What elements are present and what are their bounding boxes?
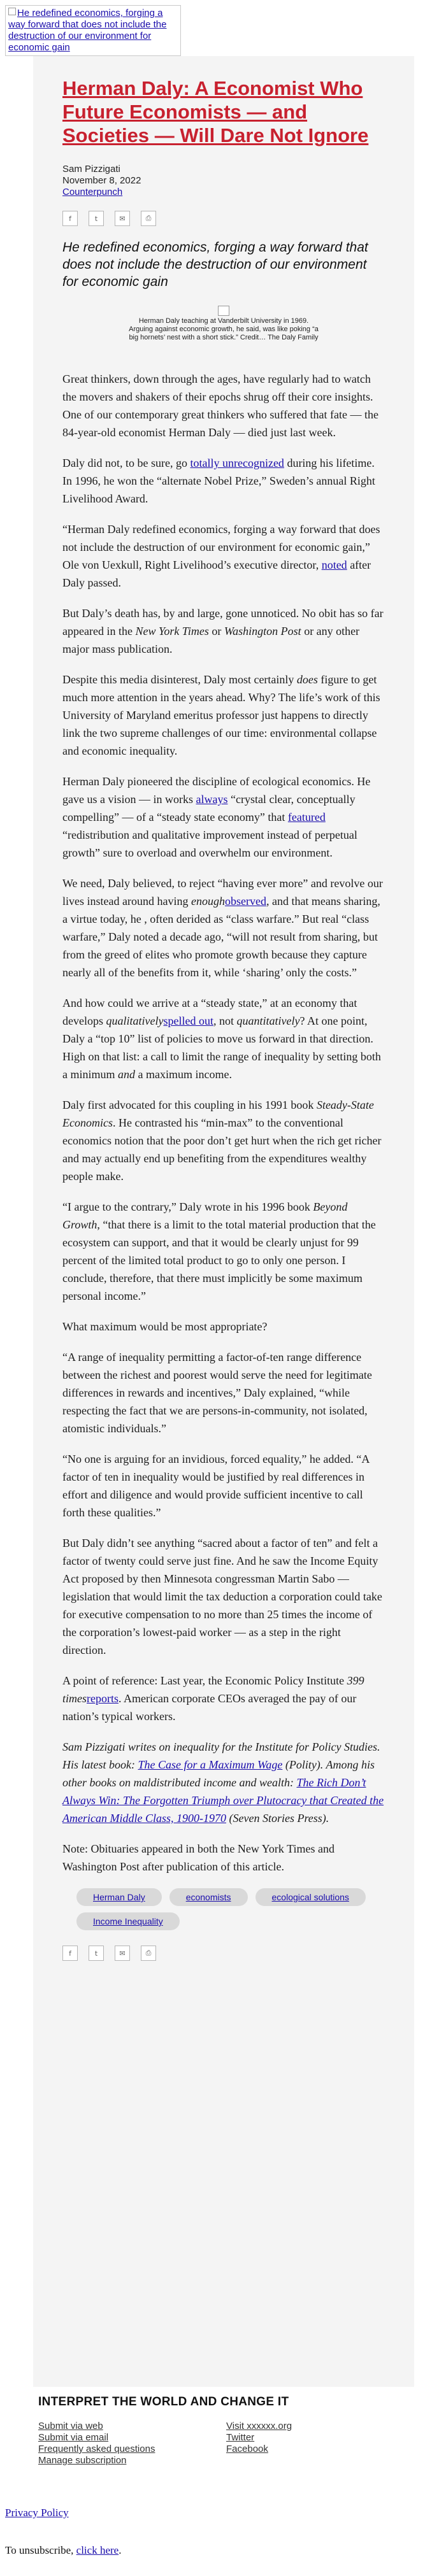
article-paragraph <box>62 1534 385 1659</box>
paragraph-text: after Daly passed. <box>62 559 371 589</box>
paragraph-text: , not <box>213 1014 237 1027</box>
share-icons-top <box>62 211 385 226</box>
source-link[interactable]: Counterpunch <box>62 187 123 197</box>
paragraph-text: , “that there is a limit to the total material production that the ecosystem can support, and that it would be clearly unjust for 99 percent of the limited total product to go to only one person. I conclude, therefore, that there must implicitly be some maximum personal income.” <box>62 1218 376 1302</box>
photo-caption: Herman Daly teaching at Vanderbilt University in 1969. Arguing against economic growth, he said, was like poking “a big hornets’ nest with a short stick.” Credit… The Daly Family <box>129 317 319 341</box>
unsubscribe-end: . <box>119 2544 122 2556</box>
inline-link[interactable]: observed <box>224 895 266 907</box>
footer-link[interactable]: Manage subscription <box>38 2455 127 2466</box>
inline-link[interactable]: reports <box>87 1692 119 1705</box>
paragraph-text: “crystal clear, conceptually compelling” — of a “steady state economy” that <box>62 793 356 823</box>
paragraph-text: Daly first advocated for this coupling in his 1991 book <box>62 1099 317 1111</box>
paragraph-text: “A range of inequality permitting a factor-of-ten range difference between the richest and poorest would serve the need for legitimate differences in rewards and incentives,” Daly explained, “while respecting the fact that we are persons-in-community, not isolated, atomistic individuals.” <box>62 1351 372 1435</box>
footer-link[interactable]: Submit via web <box>38 2421 103 2431</box>
paragraph-text: But Daly’s death has, by and large, gone unnoticed. No obit has so far appeared in the <box>62 607 384 637</box>
paragraph-text: a “top 10” list of policies to move us forward in that direction. High on that list: a call to limit the range of inequality by setting both a minimum <box>62 1032 381 1081</box>
emphasis-text: enough <box>191 895 225 907</box>
paragraph-text: We need, Daly believed, to reject “having ever more” and revolve our lives instead around having <box>62 877 383 907</box>
emphasis-text: quantitatively <box>236 1014 300 1027</box>
paragraph-text: “No one is arguing for an invidious, forced equality,” he added. “A factor of ten in inequality would be justified by real differences in effort and diligence and would provide sufficient incentive to call forth these qualities.” <box>62 1453 370 1519</box>
paragraph-text: (Seven Stories Press). <box>226 1812 329 1825</box>
article-paragraph <box>62 772 385 862</box>
facebook-icon[interactable]: f <box>62 1946 78 1961</box>
paragraph-text: And how could we arrive at a “steady state,” at an economy that develops <box>62 997 357 1027</box>
footer-link[interactable]: Frequently asked questions <box>38 2444 155 2454</box>
paragraph-text: Sam Pizzigati writes on inequality for the Institute for Policy Studies. His latest book: <box>62 1740 380 1771</box>
paragraph-text: or any other major mass publication. <box>62 625 360 655</box>
tag-pill[interactable]: economists <box>169 1888 248 1906</box>
article-paragraph <box>62 1348 385 1437</box>
inline-link[interactable]: The Rich Don’t Always Win: The Forgotten Triumph over Plutocracy that Created the American Middle Class, 1900-1970 <box>62 1776 384 1825</box>
paragraph-text: , and that means sharing, a virtue today, he <box>62 895 380 925</box>
paragraph-text: the pay of our nation’s typical workers. <box>62 1692 357 1723</box>
article-dek: He redefined economics, forging a way forward that does not include the destruction of our environment for economic gain <box>62 240 368 289</box>
tag-list <box>62 1888 385 1930</box>
footer-link[interactable]: Visit xxxxxx.org <box>226 2421 292 2431</box>
article-paragraph <box>62 874 385 981</box>
broken-image-icon <box>218 306 229 316</box>
print-icon[interactable]: ⎙ <box>141 211 156 226</box>
paragraph-text: A point of reference: Last year, the Economic Policy Institute <box>62 1674 347 1687</box>
paragraph-text: What maximum would be most appropriate? <box>62 1320 268 1333</box>
newsletter-footer <box>33 2395 414 2466</box>
broken-image-icon <box>8 8 16 15</box>
paragraph-text: Note: Obituaries appeared in both the New York Times and Washington Post after publication of this article. <box>62 1842 334 1873</box>
footer-links-right <box>226 2421 414 2466</box>
paragraph-text: “redistribution and qualitative improvement instead of perpetual growth” sure to overload and overwhelm our environment. <box>62 829 357 859</box>
unsubscribe-text: To unsubscribe, <box>5 2544 76 2556</box>
article-paragraph <box>62 520 385 592</box>
inline-link[interactable]: always <box>196 793 228 806</box>
article-paragraph <box>62 454 385 508</box>
paragraph-text: . American corporate CEOs averaged <box>118 1692 292 1705</box>
footer-link[interactable]: Facebook <box>226 2444 268 2454</box>
article-paragraph <box>62 1672 385 1725</box>
article-paragraph <box>62 604 385 658</box>
footer-link[interactable]: Twitter <box>226 2432 255 2443</box>
unsubscribe-line <box>5 2544 121 2558</box>
inline-link[interactable]: The Case for a Maximum Wage <box>138 1758 283 1771</box>
paragraph-text: But Daly didn’t see anything “sacred about a factor of ten” and felt a factor of twenty could serve just fine. And he saw the Income Equity Act proposed by then Minnesota congressman Martin Sabo — legislation that would limit the tax deduction a corporation could take for executive compensation to no more than 25 times the income of the corporation’s lowest-paid worker — as a step in the right direction. <box>62 1537 382 1656</box>
inline-link[interactable]: totally unrecognized <box>190 457 284 469</box>
paragraph-text: . He contrasted his “min-max” to the conventional economics notion that the poor don’t get hurt when the rich get richer and may actually end up benefiting from the expenditures wealthy people make. <box>62 1116 382 1183</box>
paragraph-text: Daly did not, to be sure, go <box>62 457 191 469</box>
share-icons-bottom <box>62 1946 385 1961</box>
emphasis-text: Washington Post <box>224 625 301 637</box>
paragraph-text: Great thinkers, down through the ages, have regularly had to watch the movers and shakers of their epochs shrug off their core insights. One of our contemporary great thinkers who suffered that fate — the 84-year-old economist Herman Daly — died just last week. <box>62 373 378 439</box>
paragraph-text: “Herman Daly redefined economics, forging a way forward that does not include the destruction of our environment for economic gain,” Ole von Uexkull, Right Livelihood’s executive director, <box>62 523 380 571</box>
tag-pill[interactable]: Herman Daly <box>76 1888 162 1906</box>
paragraph-text: (Polity). Among his other books on maldistributed income and wealth: <box>62 1758 375 1789</box>
emphasis-text: and <box>118 1068 135 1081</box>
article-paragraph <box>62 994 385 1083</box>
paragraph-text: figure to get much more attention in the years ahead. Why? The life’s work of this University of Maryland emeritus professor just happens to directly link the two supreme challenges of our time: environmental collapse and economic inequality. <box>62 673 380 757</box>
print-icon[interactable]: ⎙ <box>141 1946 156 1961</box>
paragraph-text: Herman Daly pioneered the discipline of ecological economics. He gave us a vision — in works <box>62 775 371 806</box>
unsubscribe-link[interactable]: click here <box>76 2544 119 2556</box>
paragraph-text: , often derided as “class warfare.” But real “class warfare,” Daly noted a decade ago, “will not result from sharing, but from the greed of elites who promote growth because they capture nearly all of the benefits from it, while ‘sharing’ only the costs.” <box>62 913 378 979</box>
inline-link[interactable]: featured <box>287 811 326 823</box>
paragraph-text: ? At one point, Daly <box>62 1014 368 1045</box>
twitter-icon[interactable]: t <box>89 1946 104 1961</box>
article-paragraph <box>62 1096 385 1185</box>
privacy-policy <box>5 2506 69 2520</box>
email-icon[interactable]: ✉ <box>115 1946 130 1961</box>
article-paragraph <box>62 1198 385 1305</box>
article-body <box>62 370 385 1875</box>
emphasis-text: 399 times <box>62 1674 364 1705</box>
article-photo <box>128 306 319 342</box>
paragraph-text: or <box>208 625 224 637</box>
article-paragraph <box>62 1318 385 1335</box>
tag-pill[interactable]: ecological solutions <box>255 1888 366 1906</box>
footer-links-left <box>38 2421 226 2466</box>
emphasis-text: does <box>296 673 318 686</box>
email-icon[interactable]: ✉ <box>115 211 130 226</box>
publish-date: November 8, 2022 <box>62 175 141 186</box>
paragraph-text: Despite this media disinterest, Daly most certainly <box>62 673 297 686</box>
article-title[interactable]: Herman Daly: A Economist Who Future Economists — and Societies — Will Dare Not Ignore <box>62 77 369 146</box>
paragraph-text: “I argue to the contrary,” Daly wrote in his 1996 book <box>62 1200 313 1213</box>
emphasis-text: Beyond Growth <box>62 1200 348 1231</box>
twitter-icon[interactable]: t <box>89 211 104 226</box>
article-paragraph <box>62 671 385 760</box>
footer-link[interactable]: Submit via email <box>38 2432 109 2443</box>
inline-link[interactable]: spelled out <box>163 1014 213 1027</box>
facebook-icon[interactable]: f <box>62 211 78 226</box>
byline <box>62 164 385 198</box>
footer-heading: INTERPRET THE WORLD AND CHANGE IT <box>38 2395 289 2409</box>
tag-pill[interactable]: Income Inequality <box>76 1912 180 1930</box>
paragraph-text: a maximum income. <box>135 1068 232 1081</box>
emphasis-text: qualitatively <box>106 1014 164 1027</box>
emphasis-text: Steady-State Economics <box>62 1099 374 1129</box>
article-paragraph <box>62 1738 385 1827</box>
top-banner-image[interactable] <box>5 5 181 56</box>
privacy-policy-link[interactable]: Privacy Policy <box>5 2507 69 2519</box>
author-name: Sam Pizzigati <box>62 164 120 174</box>
top-banner-alt-text[interactable]: He redefined economics, forging a way forward that does not include the destruction of our environment for economic gain <box>8 8 167 53</box>
article-paragraph <box>62 370 385 441</box>
inline-link[interactable]: noted <box>321 559 347 571</box>
emphasis-text: New York Times <box>135 625 209 637</box>
paragraph-text: during his lifetime. In 1996, he won the “alternate Nobel Prize,” Sweden’s annual Right Livelihood Award. <box>62 457 375 505</box>
article-card <box>33 56 414 2387</box>
article-paragraph <box>62 1450 385 1521</box>
article-paragraph <box>62 1840 385 1875</box>
